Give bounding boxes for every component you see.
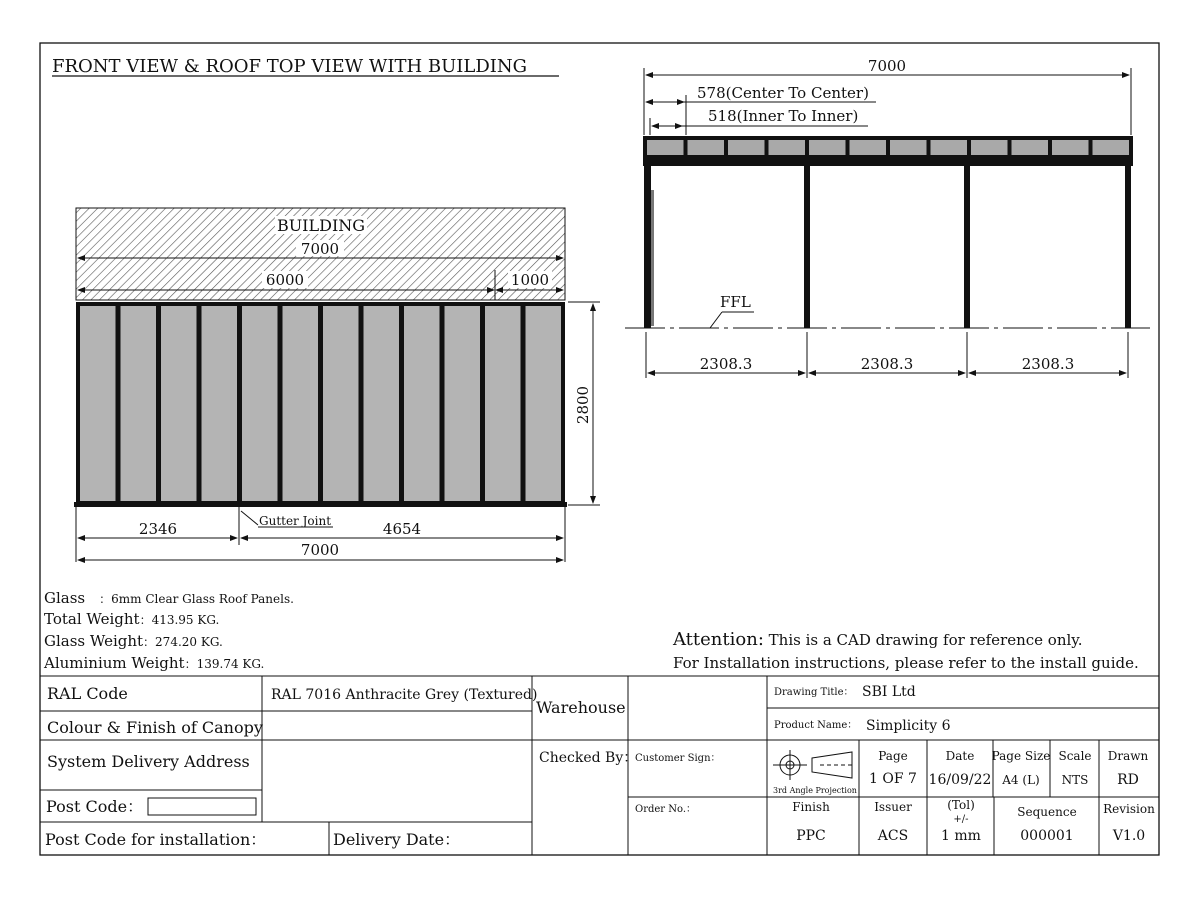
roof-glass-cell (1012, 140, 1049, 155)
attention-line-2: For Installation instructions, please refer to the install guide. (673, 654, 1139, 672)
post-4 (1125, 166, 1131, 328)
i2i-label: 518(Inner To Inner) (708, 107, 859, 125)
customer-sign-label: Customer Sign： (635, 753, 721, 764)
drawn-label: Drawn (1107, 749, 1149, 763)
fv-overall-width-label: 7000 (867, 57, 907, 75)
ral-code-value: RAL 7016 Anthracite Grey (Textured) (271, 687, 538, 703)
ffl-label: FFL (720, 293, 751, 311)
c2c-label: 578(Center To Center) (697, 84, 869, 102)
ral-code-label: RAL Code (47, 684, 128, 703)
tol-pm: +/- (953, 814, 969, 825)
roof-glass-cell (647, 140, 684, 155)
roof-glass-cell (728, 140, 765, 155)
dim-4654-label: 4654 (382, 520, 422, 538)
revision-value: V1.0 (1112, 828, 1146, 844)
wall-post (644, 166, 651, 328)
page-value: 1 OF 7 (869, 771, 917, 787)
glass-panel (80, 306, 116, 501)
drawing-title-value: SBI Ltd (862, 684, 916, 700)
glass-panel (526, 306, 562, 501)
tol-value: 1 mm (941, 828, 981, 844)
projection-symbol-icon (773, 750, 852, 780)
ffl-leader (710, 312, 722, 328)
glass-panel (445, 306, 481, 501)
postcode-install-label: Post Code for installation： (45, 830, 267, 849)
gutter-leader (241, 511, 258, 525)
page-label: Page (878, 749, 908, 763)
overall-width-label: 7000 (300, 541, 340, 559)
pagesize-value: A4 (L) (1002, 773, 1040, 787)
post-2 (804, 166, 810, 328)
glass-panel (404, 306, 440, 501)
revision-label: Revision (1103, 802, 1155, 816)
post-3 (964, 166, 970, 328)
checked-by-label: Checked By： (539, 750, 638, 766)
glass-panel (121, 306, 157, 501)
roof-glass-cell (688, 140, 725, 155)
fascia (643, 160, 1133, 166)
glass-spec: Glass ：6mm Clear Glass Roof Panels. (44, 589, 294, 607)
colour-finish-label: Colour & Finish of Canopy (47, 718, 263, 737)
pagesize-label: Page Size (991, 749, 1051, 763)
scale-value: NTS (1061, 773, 1089, 787)
roof-top-view (74, 208, 600, 562)
spec-notes (43, 589, 294, 672)
sequence-label: Sequence (1017, 805, 1077, 819)
roof-glass-cell (971, 140, 1008, 155)
delivery-date-label: Delivery Date： (333, 830, 461, 849)
roof-glass-cell (1052, 140, 1089, 155)
wall-post-inner (651, 190, 654, 326)
bay-3-label: 2308.3 (1021, 355, 1075, 373)
building-label: BUILDING (276, 216, 366, 235)
glass-panel (323, 306, 359, 501)
glass-panel (364, 306, 400, 501)
date-value: 16/09/22 (928, 772, 992, 788)
projection-caption: 3rd Angle Projection (773, 786, 857, 795)
drawing-heading: FRONT VIEW & ROOF TOP VIEW WITH BUILDING (52, 56, 528, 77)
front-view (625, 57, 1150, 378)
date-label: Date (945, 749, 975, 763)
glass-panel (485, 306, 521, 501)
aluminium-weight-spec: Aluminium Weight：139.74 KG. (44, 654, 265, 672)
finish-label: Finish (792, 800, 830, 814)
sequence-value: 000001 (1020, 828, 1074, 844)
dim-1000-label: 1000 (510, 271, 550, 289)
gutter-joint-label: Gutter Joint (259, 514, 332, 528)
glass-weight-spec: Glass Weight：274.20 KG. (44, 632, 223, 650)
bay-1-label: 2308.3 (699, 355, 753, 373)
issuer-value: ACS (877, 828, 909, 844)
drawn-value: RD (1117, 772, 1139, 788)
issuer-label: Issuer (874, 800, 912, 814)
scale-label: Scale (1058, 749, 1092, 763)
warehouse-label: Warehouse (536, 698, 626, 717)
roof-glass-cell (850, 140, 887, 155)
glass-panel (161, 306, 197, 501)
delivery-address-label: System Delivery Address (47, 752, 250, 771)
glass-panel (202, 306, 238, 501)
postcode-input[interactable] (148, 798, 256, 815)
roof-glass-cell (809, 140, 846, 155)
roof-glass-cell (931, 140, 968, 155)
tol-label: (Tol) (947, 798, 975, 812)
bay-2-label: 2308.3 (860, 355, 914, 373)
product-name-value: Simplicity 6 (866, 718, 951, 734)
dim-6000-label: 6000 (265, 271, 305, 289)
attention-line-1: Attention: This is a CAD drawing for reference only. (673, 629, 1083, 650)
drawing-title-label: Drawing Title： (774, 687, 854, 698)
building-width-label: 7000 (300, 240, 340, 258)
roof-glass-cell (769, 140, 806, 155)
glass-panel (283, 306, 319, 501)
glass-panel (242, 306, 278, 501)
product-name-label: Product Name： (774, 720, 858, 731)
dim-2346-label: 2346 (138, 520, 178, 538)
gutter-bar (74, 502, 567, 507)
roof-glass-cell (1093, 140, 1130, 155)
total-weight-spec: Total Weight：413.95 KG. (44, 610, 220, 628)
postcode-label: Post Code： (46, 797, 144, 816)
height-label: 2800 (574, 385, 592, 425)
finish-value: PPC (796, 828, 826, 844)
roof-glass-cell (890, 140, 927, 155)
order-no-label: Order No.： (635, 804, 697, 815)
